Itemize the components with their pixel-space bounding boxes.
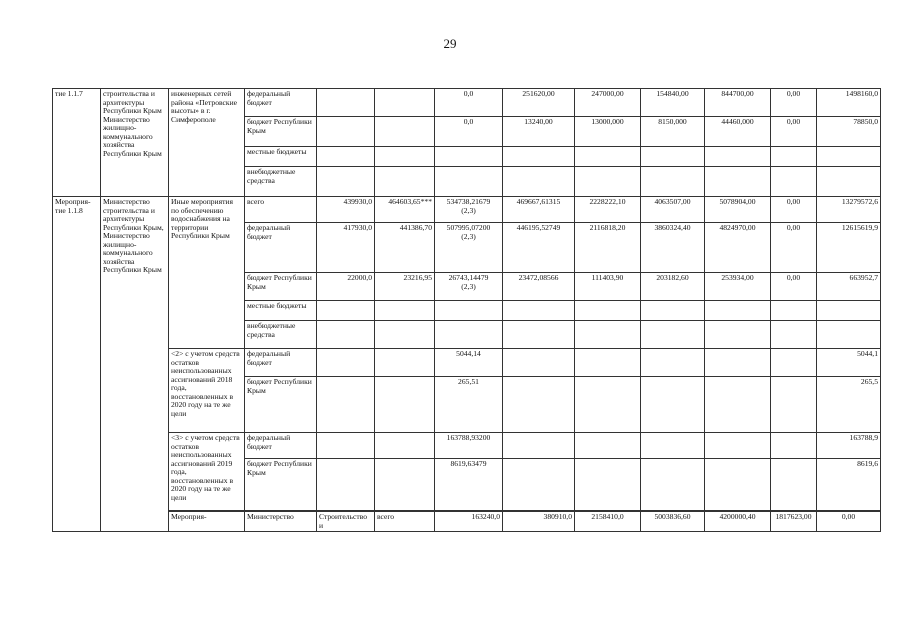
note-label: <2> с учетом средств остатков неиспользованных ассигнований 2018 года, восстановленных в 2020 году на те же цели bbox=[169, 349, 245, 433]
value-cell: 439930,0 bbox=[317, 197, 375, 223]
value-cell bbox=[705, 433, 771, 459]
funding-source: внебюджетные средства bbox=[245, 167, 317, 197]
value-cell bbox=[317, 433, 375, 459]
table-row bbox=[53, 349, 881, 377]
funding-source: федеральный бюджет bbox=[245, 89, 317, 117]
table-row bbox=[53, 512, 881, 532]
value-cell bbox=[771, 301, 817, 321]
value-main: 534738,21679 bbox=[446, 197, 491, 206]
value-cell: 1817623,00 bbox=[771, 512, 817, 532]
value-cell: 5044,14 bbox=[435, 349, 503, 377]
value-cell: 469667,61315 bbox=[503, 197, 575, 223]
value-cell bbox=[705, 377, 771, 433]
value-cell bbox=[375, 167, 435, 197]
value-note: (2,3) bbox=[461, 205, 476, 215]
value-cell bbox=[705, 301, 771, 321]
value-cell bbox=[641, 321, 705, 349]
value-cell bbox=[771, 321, 817, 349]
funding-source: федеральный бюджет bbox=[245, 349, 317, 377]
total-cell bbox=[817, 301, 881, 321]
value-cell bbox=[435, 273, 503, 301]
value-cell: 23216,95 bbox=[375, 273, 435, 301]
funding-source: бюджет Республики Крым bbox=[245, 117, 317, 147]
value-cell: 8150,000 bbox=[641, 117, 705, 147]
value-cell bbox=[575, 433, 641, 459]
value-cell bbox=[503, 147, 575, 167]
total-cell bbox=[817, 321, 881, 349]
value-cell bbox=[503, 459, 575, 511]
value-cell bbox=[575, 377, 641, 433]
value-cell bbox=[317, 301, 375, 321]
value-cell: 0,00 bbox=[771, 273, 817, 301]
value-cell: 203182,60 bbox=[641, 273, 705, 301]
value-cell bbox=[375, 349, 435, 377]
measure-name: Строительство и bbox=[317, 512, 375, 532]
value-cell: 380910,0 bbox=[503, 512, 575, 532]
value-cell bbox=[317, 321, 375, 349]
value-cell bbox=[641, 301, 705, 321]
value-cell: 5078904,00 bbox=[705, 197, 771, 223]
value-cell bbox=[435, 147, 503, 167]
value-cell: 13240,00 bbox=[503, 117, 575, 147]
funding-source: бюджет Республики Крым bbox=[245, 273, 317, 301]
value-cell: 2228222,10 bbox=[575, 197, 641, 223]
value-cell bbox=[375, 89, 435, 117]
table-row bbox=[53, 197, 881, 223]
value-cell bbox=[317, 167, 375, 197]
value-cell bbox=[641, 433, 705, 459]
value-cell bbox=[503, 301, 575, 321]
value-cell bbox=[375, 321, 435, 349]
executor-cell: Министерство строительства и архитектуры Республики Крым, Министерство жилищно-коммунального хозяйства Республики Крым bbox=[101, 197, 169, 532]
funding-source: федеральный бюджет bbox=[245, 433, 317, 459]
value-cell: 0,00 bbox=[771, 89, 817, 117]
value-cell: 0,00 bbox=[771, 223, 817, 273]
measure-code: Мероприя-тие 1.1.8 bbox=[53, 197, 101, 532]
value-cell bbox=[317, 89, 375, 117]
value-cell: 4200000,40 bbox=[705, 512, 771, 532]
total-cell: 265,5 bbox=[817, 377, 881, 433]
executor-cell: Министерство bbox=[245, 512, 317, 532]
executor-cell: строительства и архитектуры Республики Крым Министерство жилищно-коммунального хозяйства Республики Крым bbox=[101, 89, 169, 197]
value-cell: 0,00 bbox=[771, 197, 817, 223]
value-cell bbox=[575, 301, 641, 321]
value-cell: 2116818,20 bbox=[575, 223, 641, 273]
value-cell bbox=[503, 377, 575, 433]
value-cell bbox=[575, 321, 641, 349]
value-cell bbox=[575, 167, 641, 197]
total-cell: 12615619,9 bbox=[817, 223, 881, 273]
value-note: (2,3) bbox=[461, 281, 476, 291]
value-cell bbox=[641, 459, 705, 511]
value-cell bbox=[641, 377, 705, 433]
value-cell: 441386,70 bbox=[375, 223, 435, 273]
funding-source: внебюджетные средства bbox=[245, 321, 317, 349]
value-cell bbox=[771, 433, 817, 459]
total-cell bbox=[817, 167, 881, 197]
value-cell bbox=[771, 377, 817, 433]
value-cell: 5003836,60 bbox=[641, 512, 705, 532]
value-cell bbox=[375, 117, 435, 147]
measure-code: Мероприя- bbox=[169, 512, 245, 532]
value-cell: 844700,00 bbox=[705, 89, 771, 117]
value-cell: 154840,00 bbox=[641, 89, 705, 117]
value-cell: 23472,08566 bbox=[503, 273, 575, 301]
value-cell: 4063507,00 bbox=[641, 197, 705, 223]
value-cell: 0,00 bbox=[817, 512, 881, 532]
value-cell bbox=[435, 167, 503, 197]
total-cell: 163788,9 bbox=[817, 433, 881, 459]
value-cell bbox=[503, 433, 575, 459]
value-cell: 446195,52749 bbox=[503, 223, 575, 273]
value-cell bbox=[641, 147, 705, 167]
table-row bbox=[53, 89, 881, 117]
value-cell: 253934,00 bbox=[705, 273, 771, 301]
value-cell bbox=[435, 301, 503, 321]
value-cell: 417930,0 bbox=[317, 223, 375, 273]
value-cell: 0,0 bbox=[435, 89, 503, 117]
total-cell: 13279572,6 bbox=[817, 197, 881, 223]
value-cell bbox=[375, 147, 435, 167]
value-cell bbox=[705, 459, 771, 511]
value-cell bbox=[375, 301, 435, 321]
measure-code: тие 1.1.7 bbox=[53, 89, 101, 197]
page-number: 29 bbox=[443, 36, 457, 51]
note-label: <3> с учетом средств остатков неиспользованных ассигнований 2019 года, восстановленных в 2020 году на те же цели bbox=[169, 433, 245, 511]
total-cell: 663952,7 bbox=[817, 273, 881, 301]
value-cell bbox=[705, 147, 771, 167]
value-cell bbox=[705, 167, 771, 197]
value-cell bbox=[317, 349, 375, 377]
funding-source: местные бюджеты bbox=[245, 147, 317, 167]
total-cell: 78850,0 bbox=[817, 117, 881, 147]
value-cell bbox=[375, 433, 435, 459]
value-cell bbox=[317, 377, 375, 433]
measure-name: Иные мероприятия по обеспечению водоснабжения на территории Республики Крым bbox=[169, 197, 245, 349]
value-cell: 251620,00 bbox=[503, 89, 575, 117]
value-cell: 8619,63479 bbox=[435, 459, 503, 511]
value-cell: 247000,00 bbox=[575, 89, 641, 117]
funding-source: федеральный бюджет bbox=[245, 223, 317, 273]
value-cell: 163788,93200 bbox=[435, 433, 503, 459]
value-cell bbox=[771, 349, 817, 377]
total-cell bbox=[817, 147, 881, 167]
value-cell bbox=[317, 117, 375, 147]
value-cell: 3860324,40 bbox=[641, 223, 705, 273]
value-cell bbox=[575, 459, 641, 511]
value-cell bbox=[641, 167, 705, 197]
value-main: 26743,14479 bbox=[448, 273, 489, 282]
value-cell bbox=[705, 321, 771, 349]
value-cell: 44460,000 bbox=[705, 117, 771, 147]
funding-source: бюджет Республики Крым bbox=[245, 459, 317, 511]
value-cell: 13000,000 bbox=[575, 117, 641, 147]
value-cell: 163240,0 bbox=[435, 512, 503, 532]
value-cell bbox=[575, 349, 641, 377]
value-cell: 0,00 bbox=[771, 117, 817, 147]
value-cell: 4824970,00 bbox=[705, 223, 771, 273]
value-cell: 22000,0 bbox=[317, 273, 375, 301]
value-cell bbox=[575, 147, 641, 167]
funding-source: всего bbox=[245, 197, 317, 223]
value-main: 507995,07200 bbox=[446, 223, 491, 232]
funding-source: всего bbox=[375, 512, 435, 532]
value-cell bbox=[503, 349, 575, 377]
value-cell bbox=[771, 167, 817, 197]
value-cell: 2158410,0 bbox=[575, 512, 641, 532]
total-cell: 8619,6 bbox=[817, 459, 881, 511]
value-cell: 0,0 bbox=[435, 117, 503, 147]
funding-source: бюджет Республики Крым bbox=[245, 377, 317, 433]
value-cell: 265,51 bbox=[435, 377, 503, 433]
value-cell bbox=[375, 377, 435, 433]
value-cell bbox=[317, 459, 375, 511]
value-cell bbox=[705, 349, 771, 377]
value-note: (2,3) bbox=[461, 231, 476, 241]
value-cell bbox=[503, 167, 575, 197]
value-cell bbox=[435, 223, 503, 273]
value-cell bbox=[771, 459, 817, 511]
total-cell: 5044,1 bbox=[817, 349, 881, 377]
value-cell bbox=[771, 147, 817, 167]
value-cell bbox=[435, 197, 503, 223]
funding-source: местные бюджеты bbox=[245, 301, 317, 321]
value-cell bbox=[435, 321, 503, 349]
value-cell: 464603,65*** bbox=[375, 197, 435, 223]
measure-name: инженерных сетей района «Петровские высоты» в г. Симферополе bbox=[169, 89, 245, 197]
table-row bbox=[53, 433, 881, 459]
value-cell: 111403,90 bbox=[575, 273, 641, 301]
value-cell bbox=[375, 459, 435, 511]
total-cell: 1498160,0 bbox=[817, 89, 881, 117]
budget-table bbox=[52, 88, 881, 532]
value-cell bbox=[641, 349, 705, 377]
value-cell bbox=[503, 321, 575, 349]
value-cell bbox=[317, 147, 375, 167]
